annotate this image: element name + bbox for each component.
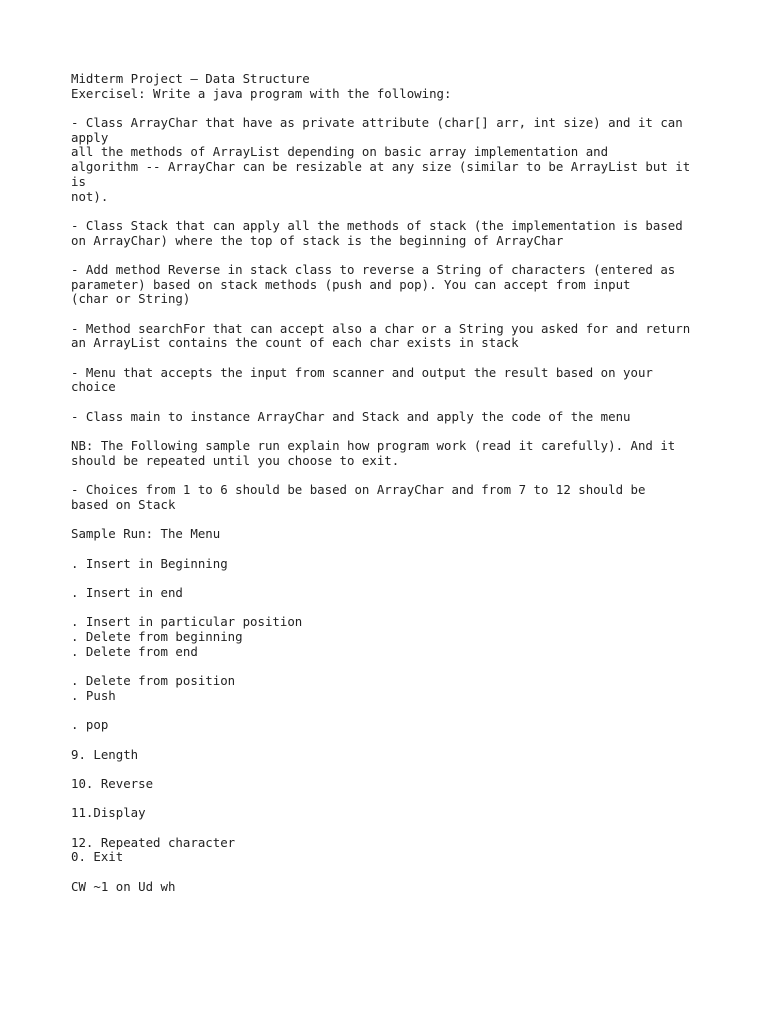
blank-line [71,248,711,263]
text-line: CW ~1 on Ud wh [71,878,176,894]
text-line: - Choices from 1 to 6 should be based on ArrayChar and from 7 to 12 should be [71,482,646,498]
text-line: . Insert in particular position [71,614,303,630]
text-line: (char or String) [71,291,191,307]
blank-line [71,307,711,322]
text-line: - Method searchFor that can accept also a char or a String you asked for and return [71,320,691,336]
blank-line [71,704,711,719]
blank-line [71,101,711,116]
text-line: Exercisel: Write a java program with the following: [71,85,452,101]
text-line: . Insert in end [71,585,183,601]
text-line: is [71,173,86,189]
blank-line [71,513,711,528]
text-line: - Class ArrayChar that have as private attribute (char[] arr, int size) and it can [71,115,683,131]
text-line: on ArrayChar) where the top of stack is the beginning of ArrayChar [71,232,564,248]
text-line: . Delete from beginning [71,629,243,645]
text-line: not). [71,188,109,204]
blank-line [71,865,711,880]
text-line: 0. Exit [71,849,124,865]
text-line: 9. Length [71,746,139,762]
blank-line [71,762,711,777]
blank-line [71,792,711,807]
text-line: all the methods of ArrayList depending on basic array implementation and [71,144,609,160]
text-line: algorithm -- ArrayChar can be resizable at any size (similar to be ArrayList but it [71,159,691,175]
text-line: 12. Repeated character [71,834,236,850]
blank-line [71,571,711,586]
text-line: 10. Reverse [71,776,154,791]
text-line: Sample Run: The Menu [71,526,221,542]
text-line: . Push [71,687,116,703]
text-line: choice [71,379,116,395]
blank-line [71,469,711,484]
text-line: 11.Display [71,805,146,821]
document-page [71,72,711,895]
text-line: should be repeated until you choose to exit. [71,452,400,468]
text-line: Midterm Project — Data Structure [71,71,310,86]
blank-line [71,542,711,557]
text-line: apply [71,129,109,145]
blank-line [71,351,711,366]
blank-line [71,204,711,219]
text-line: - Class Stack that can apply all the methods of stack (the implementation is based [71,217,683,233]
text-line: . pop [71,717,109,733]
text-line: . Delete from position [71,673,236,689]
blank-line [71,395,711,410]
blank-line [71,425,711,440]
text-line: . Insert in Beginning [71,555,228,571]
text-line: - Class main to instance ArrayChar and Stack and apply the code of the menu [71,408,631,424]
blank-line [71,601,711,616]
text-line: an ArrayList contains the count of each char exists in stack [71,335,519,351]
text-line: parameter) based on stack methods (push and pop). You can accept from input [71,276,631,292]
text-line: - Add method Reverse in stack class to reverse a String of characters (entered as [71,261,676,277]
text-line: . Delete from end [71,643,198,659]
blank-line [71,821,711,836]
blank-line [71,660,711,675]
blank-line [71,733,711,748]
text-line: NB: The Following sample run explain how program work (read it carefully). And it [71,438,676,454]
text-line: based on Stack [71,496,176,512]
text-line: - Menu that accepts the input from scanner and output the result based on your [71,364,653,380]
